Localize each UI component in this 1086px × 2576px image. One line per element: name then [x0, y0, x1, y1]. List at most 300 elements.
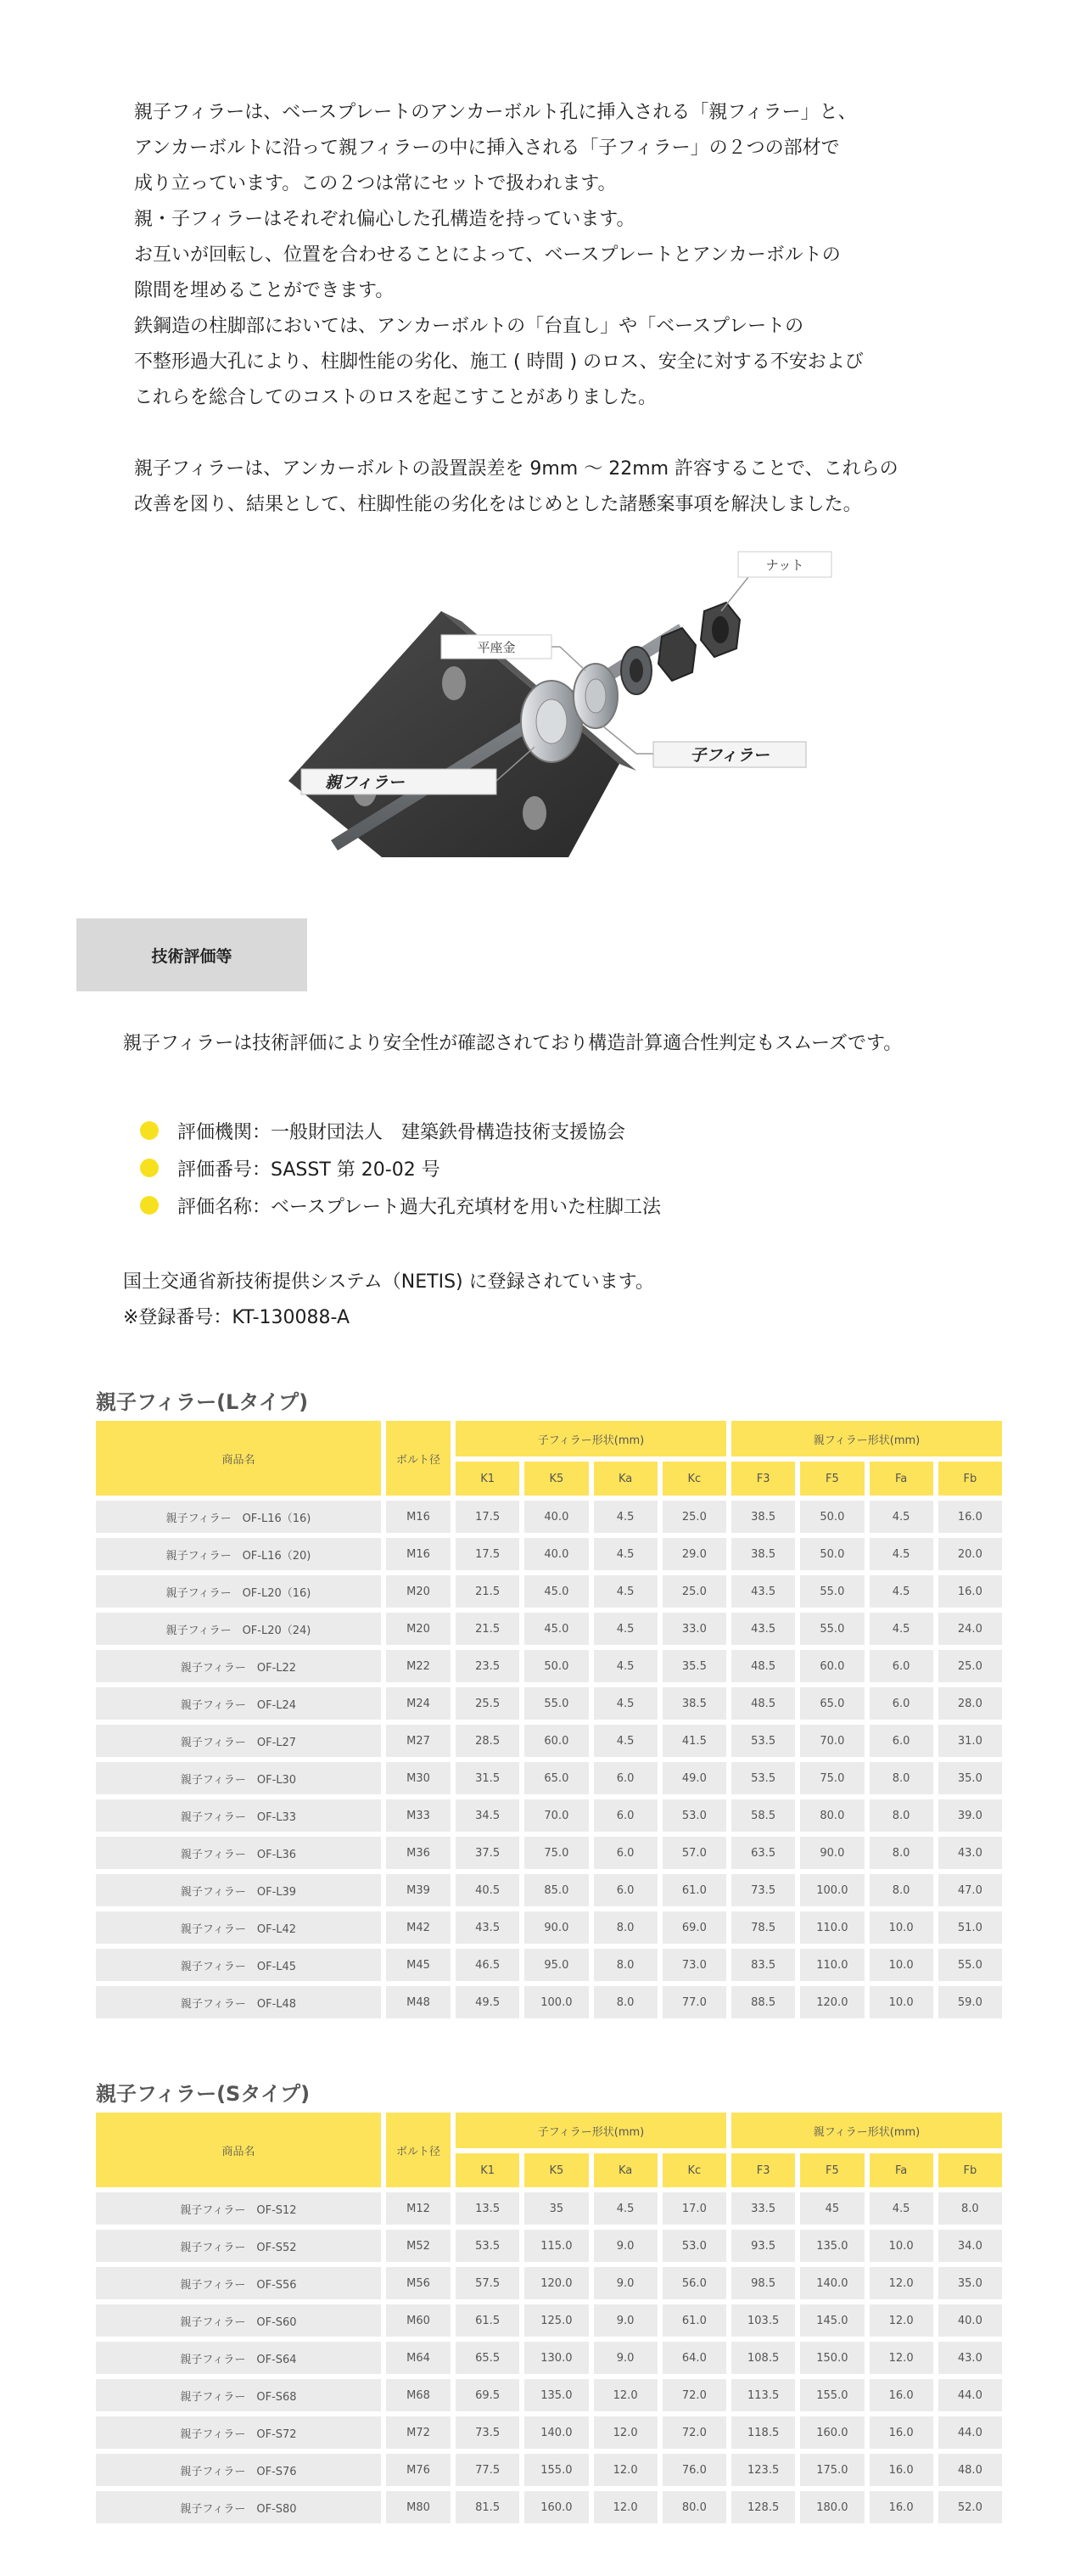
cell-k5: 45.0: [524, 1575, 588, 1608]
intro-line: 改善を図り、結果として、柱脚性能の劣化をはじめとした諸懸案事項を解決しました。: [134, 494, 862, 515]
cell-fa: 4.5: [870, 1575, 933, 1608]
cell-kc: 61.0: [663, 1874, 726, 1906]
cell-bolt-size: M52: [386, 2230, 451, 2262]
cell-f5: 70.0: [800, 1725, 864, 1757]
table-row: [96, 2491, 1002, 2523]
cell-fb: 44.0: [938, 2379, 1002, 2411]
cell-k5: 115.0: [524, 2230, 588, 2262]
cell-k5: 40.0: [524, 1538, 588, 1570]
cell-k5: 70.0: [524, 1799, 588, 1832]
cell-k5: 160.0: [524, 2491, 588, 2523]
cell-product-name: 親子フィラー OF-L48: [96, 1986, 381, 2018]
cell-fa: 10.0: [870, 1949, 933, 1981]
table-row: [96, 1501, 1002, 1533]
cell-f5: 145.0: [800, 2304, 864, 2337]
cell-kc: 76.0: [663, 2454, 726, 2486]
cell-k5: 55.0: [524, 1687, 588, 1720]
cell-k5: 40.0: [524, 1501, 588, 1533]
intro-text: [134, 95, 982, 523]
cell-fb: 55.0: [938, 1949, 1002, 1981]
cell-product-name: 親子フィラー OF-L39: [96, 1874, 381, 1906]
bullet-dot-icon: [140, 1196, 159, 1215]
header-k1: K1: [456, 2153, 519, 2187]
filler-exploded-illustration: [280, 543, 840, 857]
table-row: [96, 1949, 1002, 1981]
cell-f3: 38.5: [731, 1538, 795, 1570]
table-row: [96, 1687, 1002, 1720]
netis-number: ※登録番号：KT-130088-A: [123, 1307, 350, 1328]
intro-line: これらを総合してのコストのロスを起こすことがありました。: [134, 387, 658, 408]
cell-f3: 63.5: [731, 1837, 795, 1869]
cell-k1: 31.5: [456, 1762, 519, 1794]
cell-k5: 50.0: [524, 1650, 588, 1682]
header-fb: Fb: [938, 2153, 1002, 2187]
cell-product-name: 親子フィラー OF-S60: [96, 2304, 381, 2337]
header-product-name: 商品名: [96, 2113, 381, 2187]
cell-product-name: 親子フィラー OF-L42: [96, 1911, 381, 1944]
cell-bolt-size: M16: [386, 1501, 451, 1533]
cell-fb: 34.0: [938, 2230, 1002, 2262]
cell-k5: 90.0: [524, 1911, 588, 1944]
cell-ka: 4.5: [594, 1613, 658, 1645]
cell-ka: 4.5: [594, 1575, 658, 1608]
nut: [658, 628, 696, 681]
cell-f5: 55.0: [800, 1613, 864, 1645]
cell-f5: 135.0: [800, 2230, 864, 2262]
table-row: [96, 2454, 1002, 2486]
header-k5: K5: [524, 2153, 588, 2187]
intro-line: 親・子フィラーはそれぞれ偏心した孔構造を持っています。: [134, 209, 635, 230]
cell-kc: 25.0: [663, 1501, 726, 1533]
cell-f5: 60.0: [800, 1650, 864, 1682]
cell-bolt-size: M60: [386, 2304, 451, 2337]
cell-ka: 4.5: [594, 1650, 658, 1682]
header-child-filler: 子フィラー形状(mm): [456, 2113, 726, 2148]
cell-f3: 43.5: [731, 1613, 795, 1645]
cell-k1: 17.5: [456, 1501, 519, 1533]
table-row: [96, 1613, 1002, 1645]
cell-bolt-size: M27: [386, 1725, 451, 1757]
cell-product-name: 親子フィラー OF-L16（16): [96, 1501, 381, 1533]
cell-kc: 80.0: [663, 2491, 726, 2523]
netis-text: 国土交通省新技術提供システム（NETIS) に登録されています。: [123, 1271, 654, 1293]
cell-f3: 58.5: [731, 1799, 795, 1832]
intro-line: 親子フィラーは、ベースプレートのアンカーボルト孔に挿入される「親フィラー」と、: [134, 102, 857, 123]
cell-f5: 90.0: [800, 1837, 864, 1869]
cell-k1: 21.5: [456, 1575, 519, 1608]
cell-fb: 20.0: [938, 1538, 1002, 1570]
cell-k5: 100.0: [524, 1986, 588, 2018]
cell-f5: 140.0: [800, 2267, 864, 2299]
header-ka: Ka: [594, 2153, 658, 2187]
cell-f3: 33.5: [731, 2192, 795, 2225]
cell-fb: 48.0: [938, 2454, 1002, 2486]
cell-kc: 69.0: [663, 1911, 726, 1944]
header-k1: K1: [456, 1462, 519, 1496]
cell-product-name: 親子フィラー OF-L36: [96, 1837, 381, 1869]
cell-k5: 65.0: [524, 1762, 588, 1794]
table-row: [96, 1538, 1002, 1570]
cell-f3: 83.5: [731, 1949, 795, 1981]
evaluation-list: [140, 1112, 661, 1224]
header-f5: F5: [800, 1462, 864, 1496]
cell-ka: 12.0: [594, 2379, 658, 2411]
cell-fa: 16.0: [870, 2379, 933, 2411]
intro-line: 隙間を埋めることができます。: [134, 280, 395, 301]
cell-bolt-size: M22: [386, 1650, 451, 1682]
cell-fa: 8.0: [870, 1762, 933, 1794]
cell-ka: 6.0: [594, 1799, 658, 1832]
cell-k1: 65.5: [456, 2342, 519, 2374]
cell-f3: 128.5: [731, 2491, 795, 2523]
cell-f5: 80.0: [800, 1799, 864, 1832]
cell-ka: 6.0: [594, 1762, 658, 1794]
cell-fa: 8.0: [870, 1799, 933, 1832]
cell-bolt-size: M12: [386, 2192, 451, 2225]
cell-fb: 16.0: [938, 1501, 1002, 1533]
cell-product-name: 親子フィラー OF-S56: [96, 2267, 381, 2299]
intro-line: 鉄鋼造の柱脚部においては、アンカーボルトの「台直し」や「ベースプレートの: [134, 316, 804, 337]
cell-product-name: 親子フィラー OF-S76: [96, 2454, 381, 2486]
cell-ka: 6.0: [594, 1837, 658, 1869]
cell-k1: 28.5: [456, 1725, 519, 1757]
cell-fb: 59.0: [938, 1986, 1002, 2018]
cell-k5: 135.0: [524, 2379, 588, 2411]
evaluation-name: 評価名称：ベースプレート過大孔充填材を用いた柱脚工法: [177, 1196, 662, 1218]
header-k5: K5: [524, 1462, 588, 1496]
cell-fb: 52.0: [938, 2491, 1002, 2523]
cell-ka: 12.0: [594, 2416, 658, 2449]
cell-product-name: 親子フィラー OF-L16（20): [96, 1538, 381, 1570]
table-row: [96, 1837, 1002, 1869]
cell-fa: 8.0: [870, 1837, 933, 1869]
cell-fb: 28.0: [938, 1687, 1002, 1720]
intro-line: 成り立っています。この２つは常にセットで扱われます。: [134, 173, 617, 194]
cell-bolt-size: M42: [386, 1911, 451, 1944]
cell-k1: 34.5: [456, 1799, 519, 1832]
cell-bolt-size: M64: [386, 2342, 451, 2374]
cell-kc: 53.0: [663, 1799, 726, 1832]
cell-fa: 10.0: [870, 1911, 933, 1944]
cell-k1: 61.5: [456, 2304, 519, 2337]
cell-k1: 13.5: [456, 2192, 519, 2225]
cell-f3: 43.5: [731, 1575, 795, 1608]
cell-ka: 9.0: [594, 2342, 658, 2374]
cell-fb: 43.0: [938, 1837, 1002, 1869]
cell-fa: 6.0: [870, 1725, 933, 1757]
cell-bolt-size: M39: [386, 1874, 451, 1906]
cell-k5: 45.0: [524, 1613, 588, 1645]
header-f3: F3: [731, 1462, 795, 1496]
cell-k5: 120.0: [524, 2267, 588, 2299]
intro-line: 不整形過大孔により、柱脚性能の劣化、施工 ( 時間 ) のロス、安全に対する不安および: [134, 351, 864, 373]
cell-kc: 53.0: [663, 2230, 726, 2262]
cell-bolt-size: M80: [386, 2491, 451, 2523]
cell-k5: 85.0: [524, 1874, 588, 1906]
cell-fb: 35.0: [938, 2267, 1002, 2299]
label-child-filler: 子フィラー: [690, 746, 770, 765]
header-ka: Ka: [594, 1462, 658, 1496]
cell-ka: 4.5: [594, 1538, 658, 1570]
cell-f3: 93.5: [731, 2230, 795, 2262]
cell-fa: 16.0: [870, 2454, 933, 2486]
cell-fa: 16.0: [870, 2416, 933, 2449]
cell-fb: 44.0: [938, 2416, 1002, 2449]
cell-ka: 9.0: [594, 2267, 658, 2299]
cell-f3: 48.5: [731, 1650, 795, 1682]
header-f5: F5: [800, 2153, 864, 2187]
cell-kc: 72.0: [663, 2379, 726, 2411]
cell-k1: 53.5: [456, 2230, 519, 2262]
cell-product-name: 親子フィラー OF-L45: [96, 1949, 381, 1981]
cell-k1: 40.5: [456, 1874, 519, 1906]
cell-bolt-size: M20: [386, 1575, 451, 1608]
netis-registration: [123, 1265, 654, 1336]
table-row: [96, 1575, 1002, 1608]
cell-k5: 95.0: [524, 1949, 588, 1981]
cell-bolt-size: M68: [386, 2379, 451, 2411]
cell-f3: 123.5: [731, 2454, 795, 2486]
cell-product-name: 親子フィラー OF-S72: [96, 2416, 381, 2449]
table-s-title: 親子フィラー(Sタイプ): [96, 2082, 311, 2106]
cell-product-name: 親子フィラー OF-L20（24): [96, 1613, 381, 1645]
cell-ka: 12.0: [594, 2454, 658, 2486]
cell-ka: 4.5: [594, 1725, 658, 1757]
cell-f3: 48.5: [731, 1687, 795, 1720]
header-kc: Kc: [663, 2153, 726, 2187]
cell-kc: 33.0: [663, 1613, 726, 1645]
cell-kc: 25.0: [663, 1575, 726, 1608]
cell-f3: 103.5: [731, 2304, 795, 2337]
cell-k5: 125.0: [524, 2304, 588, 2337]
cell-k1: 57.5: [456, 2267, 519, 2299]
cell-k5: 155.0: [524, 2454, 588, 2486]
cell-f5: 65.0: [800, 1687, 864, 1720]
list-item: [140, 1149, 661, 1187]
cell-f3: 108.5: [731, 2342, 795, 2374]
cell-ka: 8.0: [594, 1949, 658, 1981]
cell-k5: 60.0: [524, 1725, 588, 1757]
cell-bolt-size: M16: [386, 1538, 451, 1570]
cell-ka: 8.0: [594, 1911, 658, 1944]
cell-fa: 6.0: [870, 1687, 933, 1720]
cell-fa: 8.0: [870, 1874, 933, 1906]
cell-product-name: 親子フィラー OF-L22: [96, 1650, 381, 1682]
evaluation-number: 評価番号：SASST 第 20-02 号: [177, 1159, 440, 1181]
cell-k5: 130.0: [524, 2342, 588, 2374]
cell-kc: 56.0: [663, 2267, 726, 2299]
cell-fa: 4.5: [870, 2192, 933, 2225]
cell-k1: 17.5: [456, 1538, 519, 1570]
cell-f5: 110.0: [800, 1949, 864, 1981]
header-parent-filler: 親フィラー形状(mm): [731, 2113, 1002, 2148]
cell-ka: 12.0: [594, 2491, 658, 2523]
cell-f3: 78.5: [731, 1911, 795, 1944]
cell-ka: 4.5: [594, 2192, 658, 2225]
cell-fa: 12.0: [870, 2304, 933, 2337]
table-row: [96, 1762, 1002, 1794]
label-washer: 平座金: [477, 640, 516, 655]
cell-kc: 49.0: [663, 1762, 726, 1794]
cell-bolt-size: M45: [386, 1949, 451, 1981]
header-f3: F3: [731, 2153, 795, 2187]
cell-bolt-size: M36: [386, 1837, 451, 1869]
cell-bolt-size: M48: [386, 1986, 451, 2018]
cell-ka: 6.0: [594, 1874, 658, 1906]
cell-kc: 29.0: [663, 1538, 726, 1570]
cell-f5: 175.0: [800, 2454, 864, 2486]
intro-line: 親子フィラーは、アンカーボルトの設置誤差を 9mm 〜 22mm 許容することで、これらの: [134, 458, 898, 480]
cell-f3: 118.5: [731, 2416, 795, 2449]
cell-f5: 45: [800, 2192, 864, 2225]
cell-kc: 41.5: [663, 1725, 726, 1757]
cell-bolt-size: M76: [386, 2454, 451, 2486]
cell-fa: 16.0: [870, 2491, 933, 2523]
cell-f3: 53.5: [731, 1762, 795, 1794]
cell-bolt-size: M33: [386, 1799, 451, 1832]
cell-kc: 73.0: [663, 1949, 726, 1981]
cell-product-name: 親子フィラー OF-S12: [96, 2192, 381, 2225]
cell-fa: 12.0: [870, 2342, 933, 2374]
cell-fb: 24.0: [938, 1613, 1002, 1645]
cell-fb: 51.0: [938, 1911, 1002, 1944]
cell-k5: 35: [524, 2192, 588, 2225]
cell-kc: 77.0: [663, 1986, 726, 2018]
cell-kc: 35.5: [663, 1650, 726, 1682]
header-product-name: 商品名: [96, 1421, 381, 1496]
cell-fb: 8.0: [938, 2192, 1002, 2225]
header-fa: Fa: [870, 2153, 933, 2187]
cell-fb: 16.0: [938, 1575, 1002, 1608]
table-row: [96, 2416, 1002, 2449]
table-row: [96, 2267, 1002, 2299]
tech-lead-text: 親子フィラーは技術評価により安全性が確認されており構造計算適合性判定もスムーズです。: [123, 1033, 903, 1054]
cell-f5: 155.0: [800, 2379, 864, 2411]
cell-kc: 57.0: [663, 1837, 726, 1869]
cell-f5: 120.0: [800, 1986, 864, 2018]
cell-product-name: 親子フィラー OF-L24: [96, 1687, 381, 1720]
cell-f3: 98.5: [731, 2267, 795, 2299]
table-row: [96, 1799, 1002, 1832]
label-parent-filler: 親フィラー: [325, 773, 405, 792]
cell-f5: 50.0: [800, 1501, 864, 1533]
bullet-dot-icon: [140, 1121, 159, 1140]
cell-fb: 43.0: [938, 2342, 1002, 2374]
cell-k5: 75.0: [524, 1837, 588, 1869]
tech-evaluation-heading: 技術評価等: [76, 918, 307, 991]
cell-product-name: 親子フィラー OF-S52: [96, 2230, 381, 2262]
spec-table-s: [91, 2107, 1007, 2528]
cell-kc: 64.0: [663, 2342, 726, 2374]
table-row: [96, 1725, 1002, 1757]
cell-product-name: 親子フィラー OF-S68: [96, 2379, 381, 2411]
cell-k1: 69.5: [456, 2379, 519, 2411]
cell-k1: 23.5: [456, 1650, 519, 1682]
cell-k1: 25.5: [456, 1687, 519, 1720]
cell-bolt-size: M30: [386, 1762, 451, 1794]
cell-product-name: 親子フィラー OF-L30: [96, 1762, 381, 1794]
evaluation-org: 評価機関：一般財団法人 建築鉄骨構造技術支援協会: [177, 1121, 626, 1143]
header-bolt-size: ボルト径: [386, 1421, 451, 1496]
product-diagram: [280, 543, 840, 857]
cell-product-name: 親子フィラー OF-S80: [96, 2491, 381, 2523]
cell-f3: 113.5: [731, 2379, 795, 2411]
cell-k1: 46.5: [456, 1949, 519, 1981]
cell-k1: 37.5: [456, 1837, 519, 1869]
cell-f5: 110.0: [800, 1911, 864, 1944]
cell-fb: 39.0: [938, 1799, 1002, 1832]
intro-line: お互いが回転し、位置を合わせることによって、ベースプレートとアンカーボルトの: [134, 244, 841, 266]
header-fa: Fa: [870, 1462, 933, 1496]
cell-bolt-size: M20: [386, 1613, 451, 1645]
cell-ka: 9.0: [594, 2304, 658, 2337]
cell-fa: 12.0: [870, 2267, 933, 2299]
cell-f3: 73.5: [731, 1874, 795, 1906]
cell-k1: 81.5: [456, 2491, 519, 2523]
cell-kc: 38.5: [663, 1687, 726, 1720]
table-row: [96, 2230, 1002, 2262]
cell-kc: 17.0: [663, 2192, 726, 2225]
cell-f5: 75.0: [800, 1762, 864, 1794]
header-child-filler: 子フィラー形状(mm): [456, 1421, 726, 1456]
table-row: [96, 2192, 1002, 2225]
cell-fb: 25.0: [938, 1650, 1002, 1682]
cell-k1: 77.5: [456, 2454, 519, 2486]
intro-line: アンカーボルトに沿って親フィラーの中に挿入される「子フィラー」の２つの部材で: [134, 137, 840, 159]
header-kc: Kc: [663, 1462, 726, 1496]
cell-product-name: 親子フィラー OF-S64: [96, 2342, 381, 2374]
label-nut: ナット: [765, 558, 804, 573]
cell-f5: 50.0: [800, 1538, 864, 1570]
cell-fa: 4.5: [870, 1613, 933, 1645]
table-row: [96, 1911, 1002, 1944]
cell-ka: 9.0: [594, 2230, 658, 2262]
cell-f5: 55.0: [800, 1575, 864, 1608]
bullet-dot-icon: [140, 1159, 159, 1177]
list-item: [140, 1187, 661, 1224]
cell-fb: 40.0: [938, 2304, 1002, 2337]
table-row: [96, 2379, 1002, 2411]
cell-product-name: 親子フィラー OF-L20（16): [96, 1575, 381, 1608]
cell-kc: 72.0: [663, 2416, 726, 2449]
cell-ka: 8.0: [594, 1986, 658, 2018]
header-fb: Fb: [938, 1462, 1002, 1496]
list-item: [140, 1112, 661, 1149]
cell-product-name: 親子フィラー OF-L27: [96, 1725, 381, 1757]
cell-bolt-size: M24: [386, 1687, 451, 1720]
table-row: [96, 2342, 1002, 2374]
cell-f3: 38.5: [731, 1501, 795, 1533]
header-bolt-size: ボルト径: [386, 2113, 451, 2187]
cell-fb: 31.0: [938, 1725, 1002, 1757]
cell-f5: 160.0: [800, 2416, 864, 2449]
cell-k1: 43.5: [456, 1911, 519, 1944]
cell-f3: 53.5: [731, 1725, 795, 1757]
cell-f3: 88.5: [731, 1986, 795, 2018]
table-row: [96, 1874, 1002, 1906]
cell-bolt-size: M72: [386, 2416, 451, 2449]
table-row: [96, 1986, 1002, 2018]
cell-ka: 4.5: [594, 1501, 658, 1533]
cell-f5: 150.0: [800, 2342, 864, 2374]
cell-bolt-size: M56: [386, 2267, 451, 2299]
cell-fb: 47.0: [938, 1874, 1002, 1906]
cell-f5: 180.0: [800, 2491, 864, 2523]
cell-k5: 140.0: [524, 2416, 588, 2449]
cell-fb: 35.0: [938, 1762, 1002, 1794]
cell-fa: 6.0: [870, 1650, 933, 1682]
cell-k1: 73.5: [456, 2416, 519, 2449]
